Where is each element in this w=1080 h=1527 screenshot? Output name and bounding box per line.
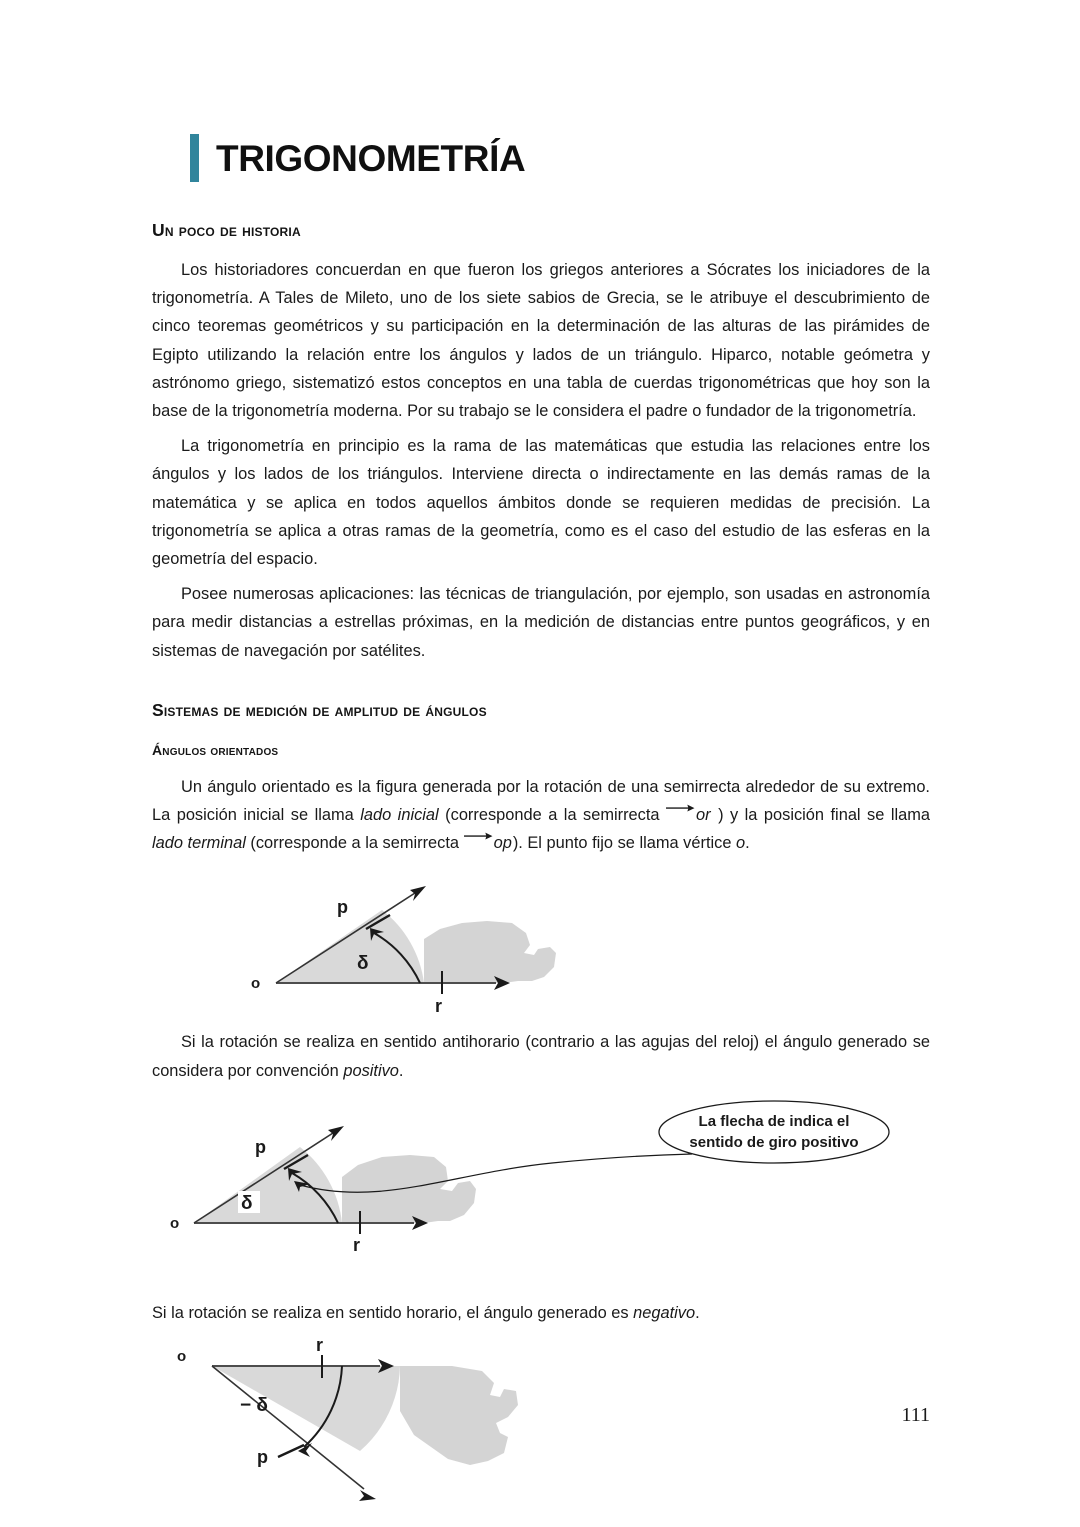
document-content <box>152 0 930 1516</box>
figure-3-drawing <box>152 1341 930 1516</box>
history-paragraph-3: Posee numerosas aplicaciones: las técnicas de triangulación, por ejemplo, son usadas en astronomía para medir distancias a estrellas próximas, en la medición de distancias entre puntos geográficos, y en sistemas de navegación por satélites. <box>152 585 930 660</box>
negative-emphasis: negativo <box>633 1303 696 1322</box>
vector-or <box>666 801 712 829</box>
figure-2-label-p: p <box>255 1136 266 1157</box>
positive-rotation-paragraph <box>152 1028 930 1084</box>
definition-text-4: (corresponde a la semirrecta <box>245 834 464 853</box>
positive-text-1: Si la rotación se realiza en sentido antihorario (contrario a las agujas del reloj) el ángulo generado se considera por convención <box>152 1033 930 1080</box>
callout-line-2: sentido de giro positivo <box>689 1133 859 1151</box>
figure-2-label-r: r <box>353 1234 361 1255</box>
shaded-region-blob <box>342 1155 476 1223</box>
figure-angulo-orientado-negativo <box>152 1341 930 1516</box>
figure-1-drawing <box>152 871 930 1014</box>
vector-op <box>464 829 513 857</box>
figure-1-label-p: p <box>337 897 348 918</box>
ray-terminal-arrowhead <box>410 886 426 901</box>
negative-rotation-paragraph <box>152 1299 930 1327</box>
callout-line-1: La flecha de indica el <box>698 1112 850 1130</box>
definition-text-1: Un ángulo orientado es la figura generada por la rotación de una semirrecta alrededor de su extremo. La posición inicial se llama <box>152 777 930 825</box>
shaded-region-blob <box>424 921 556 983</box>
vector-or-text: or <box>696 806 711 825</box>
figure-2-drawing <box>152 1099 930 1264</box>
figure-1-label-angle: δ <box>357 953 369 975</box>
page-title <box>190 134 930 182</box>
positive-text-2: . <box>398 1061 404 1080</box>
figure-3-label-r: r <box>316 1341 324 1356</box>
figure-3-label-p: p <box>257 1447 268 1468</box>
definition-emphasis-lado-terminal: lado terminal <box>152 834 246 853</box>
definition-text-6: . <box>745 834 750 853</box>
figure-angulo-orientado-positivo <box>152 871 930 1014</box>
definition-emphasis-lado-inicial: lado inicial <box>360 806 439 825</box>
heading-sistemas-de-medicion: Sistemas de medición de amplitud de ángulos <box>152 699 487 720</box>
figure-3-label-vertex: o <box>177 1348 187 1366</box>
figure-1-label-r: r <box>435 996 443 1015</box>
figure-3-label-angle: − δ <box>240 1395 268 1417</box>
figure-angulo-positivo-con-llamada <box>152 1099 930 1264</box>
history-paragraph-1: Los historiadores concuerdan en que fueron los griegos anteriores a Sócrates los iniciadores de la trigonometría. A Tales de Mileto, uno de los siete sabios de Grecia, se le atribuye el descubrimiento de cinco teoremas geométricos y su participación en la determinación de las alturas de las pirámides de Egipto utilizando la relación entre los ángulos y lados de un triángulo. Hiparco, notable geómetra y astrónomo griego, sistematizó estos conceptos en una tabla de cuerdas trigonométricas que hoy son la base de la trigonometría moderna. Por su trabajo se le considera el padre o fundador de la trigonometría. <box>152 261 930 421</box>
title-accent-bar <box>190 134 199 182</box>
shaded-region-blob <box>400 1366 518 1465</box>
figure-1-label-vertex: o <box>251 975 261 993</box>
definition-text-5: ). El punto fijo se llama vértice <box>512 834 736 853</box>
angle-sector-fill <box>276 910 424 983</box>
definition-emphasis-vertice-o: o <box>736 834 746 853</box>
angulos-orientados-definition <box>152 773 930 858</box>
vector-arrow-icon <box>463 830 493 840</box>
angle-sector-fill <box>194 1147 342 1223</box>
page-number: 111 <box>901 1404 930 1426</box>
history-paragraph-2: La trigonometría en principio es la rama de las matemáticas que estudia las relaciones entre los ángulos y los lados de los triángulos. Interviene directa o indirectamente en las demás ramas de la matemática y se aplica en todos aquellos ámbitos donde se requieren medidas de precisión. La trigonometría se aplica a otras ramas de la geometría, como es el caso del estudio de las esferas en la geometría del espacio. <box>152 437 930 569</box>
definition-text-3: ) y la posición final se llama <box>711 806 930 825</box>
heading-un-poco-de-historia: Un poco de historia <box>152 220 301 240</box>
figure-2-label-vertex: o <box>170 1214 180 1232</box>
title-text: TRIGONOMETRÍA <box>216 137 526 179</box>
positive-emphasis: positivo <box>343 1061 399 1080</box>
ray-terminal-arrowhead <box>359 1490 376 1501</box>
heading-angulos-orientados: Ángulos orientados <box>152 741 279 758</box>
definition-text-2: (corresponde a la semirrecta <box>438 806 667 825</box>
vector-op-text: op <box>493 834 512 853</box>
negative-text-1: Si la rotación se realiza en sentido horario, el ángulo generado es <box>152 1303 634 1322</box>
callout-ellipse <box>659 1101 889 1163</box>
negative-text-2: . <box>695 1303 700 1322</box>
ray-terminal-arrowhead <box>328 1126 344 1141</box>
figure-2-label-angle: δ <box>241 1192 253 1214</box>
vector-arrow-icon <box>665 802 695 812</box>
